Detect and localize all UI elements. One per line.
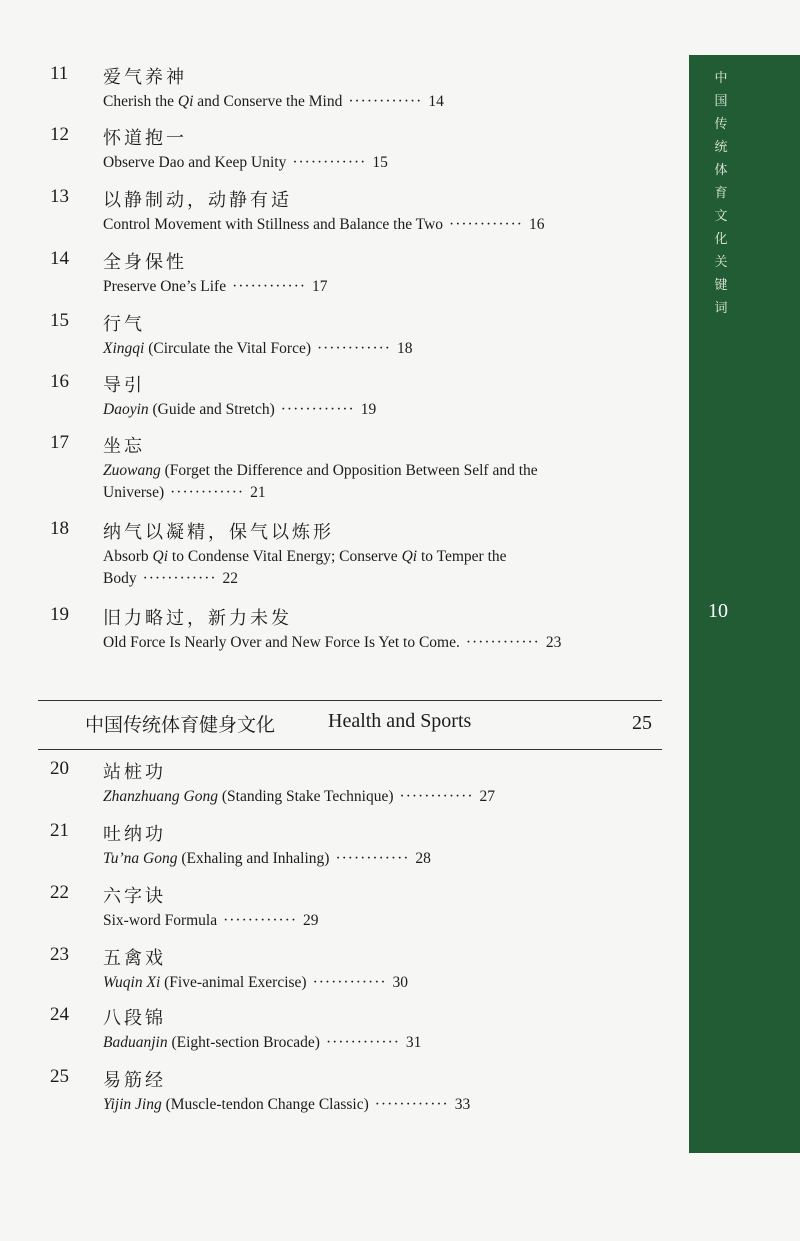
entry-title-en-italic: Yijin Jing xyxy=(103,1096,162,1113)
entry-number: 25 xyxy=(50,1066,69,1087)
entry-title-zh: 站桩功 xyxy=(103,762,166,783)
entry-number: 18 xyxy=(50,518,69,539)
entry-number: 12 xyxy=(50,124,69,145)
entry-page-number: 18 xyxy=(396,340,413,357)
entry-title-en-text: (Muscle-tendon Change Classic) xyxy=(161,1096,369,1113)
leader-dots: ············ xyxy=(465,634,540,651)
entry-title-en-italic: Zuowang xyxy=(103,462,161,479)
entry-title-en xyxy=(103,338,573,360)
entry-title-zh: 八段锦 xyxy=(103,1008,166,1029)
entry-title-zh: 行气 xyxy=(103,314,145,335)
leader-dots: ············ xyxy=(449,216,523,233)
entry-number: 21 xyxy=(50,820,69,841)
entry-title-en-italic: Xingqi xyxy=(103,340,145,357)
entry-title-zh: 以静制动，动静有适 xyxy=(103,190,292,211)
entry-title-en-text: to Temper the Body xyxy=(103,548,507,587)
entry-title-en xyxy=(103,399,573,421)
entry-title-en-italic: Qi xyxy=(401,548,418,565)
entry-title-en xyxy=(103,546,573,590)
entry-title-zh: 怀道抱一 xyxy=(103,128,187,149)
entry-title-en-text: Cherish the xyxy=(103,93,178,110)
entry-title-en xyxy=(103,910,573,932)
entry-title-en-text: (Five-animal Exercise) xyxy=(160,974,307,991)
entry-title-en-text: (Eight-section Brocade) xyxy=(167,1034,320,1051)
entry-title-en-italic: Zhanzhuang Gong xyxy=(103,788,218,805)
entry-title-en-text: Preserve One’s Life xyxy=(103,278,227,295)
leader-dots: ············ xyxy=(325,1034,400,1051)
leader-dots: ············ xyxy=(348,93,423,110)
entry-number: 14 xyxy=(50,248,69,269)
entry-title-en-text: Absorb xyxy=(103,548,153,565)
entry-title-en xyxy=(103,972,573,994)
entry-page-number: 17 xyxy=(312,278,328,295)
entry-number: 20 xyxy=(50,758,69,779)
entry-title-zh: 五禽戏 xyxy=(103,948,166,969)
entry-page-number: 33 xyxy=(454,1096,471,1113)
entry-title-zh: 六字诀 xyxy=(103,886,166,907)
entry-number: 17 xyxy=(50,432,69,453)
leader-dots: ············ xyxy=(335,850,410,867)
entry-title-en-text: Old Force Is Nearly Over and New Force Is Yet to Come. xyxy=(103,634,460,651)
entry-title-en-text: to Condense Vital Energy; Conserve xyxy=(168,548,402,565)
entry-title-en xyxy=(103,786,573,808)
entry-title-zh: 爱气养神 xyxy=(103,67,187,88)
entry-page-number: 31 xyxy=(405,1034,422,1051)
leader-dots: ············ xyxy=(223,912,298,929)
leader-dots: ············ xyxy=(399,788,474,805)
entry-page-number: 27 xyxy=(479,788,495,805)
entry-title-en xyxy=(103,632,573,654)
entry-title-en-italic: Qi xyxy=(152,548,169,565)
leader-dots: ············ xyxy=(292,154,367,171)
entry-title-en xyxy=(103,152,573,174)
entry-page-number: 22 xyxy=(222,570,239,587)
entry-title-en-text: Control Movement with Stillness and Balance the Two xyxy=(103,216,444,233)
section-bottom-rule xyxy=(38,749,662,750)
entry-page-number: 30 xyxy=(392,974,409,991)
section-top-rule xyxy=(38,700,662,701)
entry-title-en-text: and Conserve the Mind xyxy=(193,93,343,110)
entry-title-zh: 吐纳功 xyxy=(103,824,166,845)
entry-title-en-italic: Wuqin Xi xyxy=(103,974,161,991)
entry-title-en-text: (Guide and Stretch) xyxy=(148,401,275,418)
entry-title-en-text: Six-word Formula xyxy=(103,912,218,929)
entry-page-number: 19 xyxy=(360,401,377,418)
entry-page-number: 28 xyxy=(415,850,431,867)
entry-title-en-text: (Standing Stake Technique) xyxy=(217,788,394,805)
entry-title-zh: 全身保性 xyxy=(103,252,187,273)
entry-title-en xyxy=(103,214,573,236)
entry-title-zh: 坐忘 xyxy=(103,436,145,457)
entry-number: 13 xyxy=(50,186,69,207)
entry-title-zh: 旧力略过，新力未发 xyxy=(103,608,292,629)
entry-title-en-text: (Circulate the Vital Force) xyxy=(144,340,311,357)
entry-title-en-text: (Exhaling and Inhaling) xyxy=(177,850,330,867)
entry-title-en-italic: Daoyin xyxy=(103,401,149,418)
entry-page-number: 23 xyxy=(545,634,562,651)
entry-title-en xyxy=(103,848,573,870)
section-heading xyxy=(85,704,660,744)
entry-title-zh: 纳气以凝精，保气以炼形 xyxy=(103,522,334,543)
entry-title-en-text: Observe Dao and Keep Unity xyxy=(103,154,287,171)
entry-title-en-italic: Qi xyxy=(177,93,194,110)
entry-title-en xyxy=(103,276,573,298)
entry-number: 23 xyxy=(50,944,69,965)
entry-number: 24 xyxy=(50,1004,69,1025)
section-page-number: 25 xyxy=(632,712,652,734)
entry-number: 15 xyxy=(50,310,69,331)
book-title-vertical: 中国传统体育文化关键词 xyxy=(714,71,728,316)
entry-title-en xyxy=(103,1032,573,1054)
leader-dots: ············ xyxy=(232,278,307,295)
page-number: 10 xyxy=(708,600,728,622)
entry-title-en-text: (Forget the Difference and Opposition Between Self and the Universe) xyxy=(103,462,538,501)
entry-page-number: 15 xyxy=(372,154,388,171)
leader-dots: ············ xyxy=(312,974,387,991)
entry-page-number: 14 xyxy=(428,93,444,110)
entry-title-en-italic: Baduanjin xyxy=(103,1034,168,1051)
section-title-zh: 中国传统体育健身文化 xyxy=(85,714,276,736)
book-side-tab xyxy=(689,55,800,1153)
leader-dots: ············ xyxy=(280,401,355,418)
entry-title-zh: 导引 xyxy=(103,375,145,396)
section-title-en: Health and Sports xyxy=(328,710,472,732)
leader-dots: ············ xyxy=(170,484,245,501)
entry-title-en xyxy=(103,460,573,504)
entry-page-number: 29 xyxy=(303,912,319,929)
entry-number: 22 xyxy=(50,882,69,903)
entry-page-number: 16 xyxy=(528,216,545,233)
leader-dots: ············ xyxy=(316,340,391,357)
entry-number: 11 xyxy=(50,63,69,84)
entry-title-en-italic: Tu’na Gong xyxy=(103,850,178,867)
entry-title-en xyxy=(103,91,573,113)
entry-number: 16 xyxy=(50,371,69,392)
entry-title-en xyxy=(103,1094,573,1116)
leader-dots: ············ xyxy=(142,570,217,587)
entry-title-zh: 易筋经 xyxy=(103,1070,166,1091)
leader-dots: ············ xyxy=(374,1096,449,1113)
entry-page-number: 21 xyxy=(250,484,266,501)
entry-number: 19 xyxy=(50,604,69,625)
